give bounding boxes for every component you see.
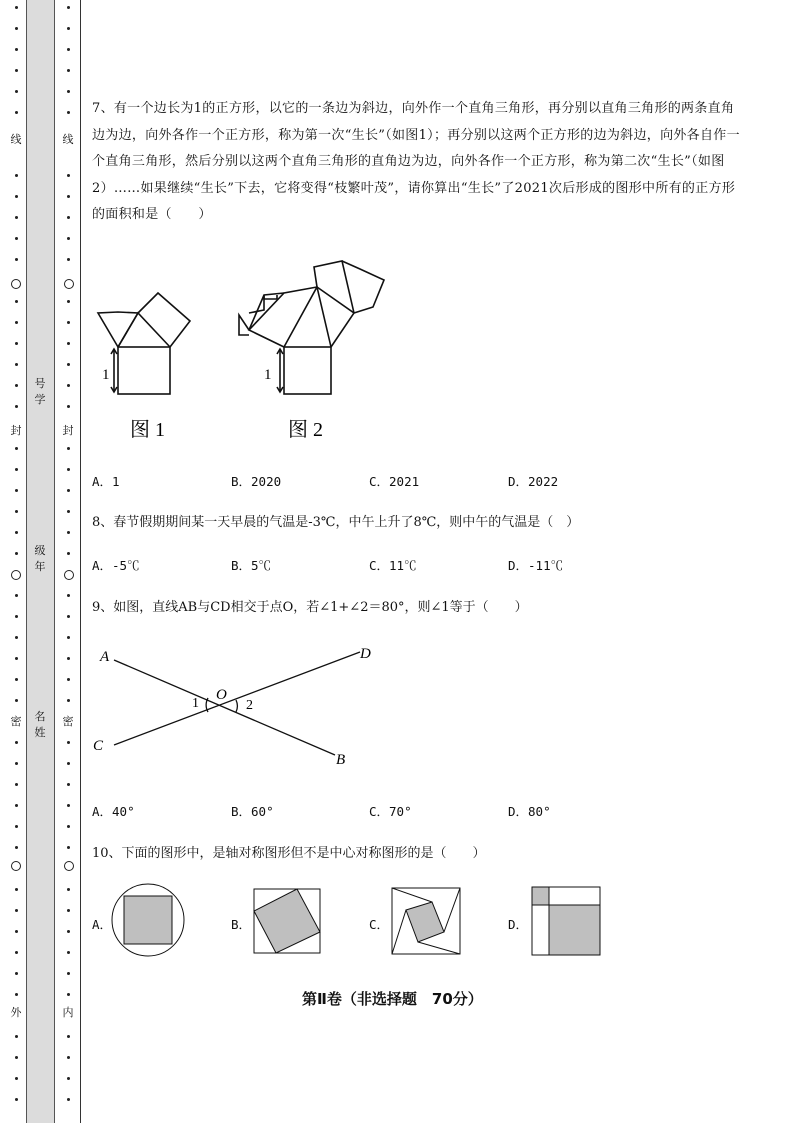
figure-1-caption: 图 1	[130, 419, 165, 441]
label-b: B	[336, 752, 346, 768]
binding-dot	[67, 993, 70, 996]
q7-option-b[interactable]: B．2020	[231, 474, 282, 489]
binding-dot	[67, 195, 70, 198]
binding-dot	[15, 384, 18, 387]
binding-dot	[67, 657, 70, 660]
binding-dot	[15, 195, 18, 198]
binding-dot	[15, 993, 18, 996]
binding-dot	[15, 783, 18, 786]
binding-dot	[15, 237, 18, 240]
binding-dot	[67, 825, 70, 828]
binding-dot	[15, 741, 18, 744]
outer-circle-2	[11, 570, 21, 580]
angle-1-label: 1	[192, 696, 199, 711]
label-c: C	[93, 738, 104, 754]
figure-b-rotated-square	[254, 889, 320, 953]
q7-option-c[interactable]: C．2021	[369, 474, 420, 489]
binding-dot	[67, 1098, 70, 1101]
inner-seal-char-feng: 封	[62, 424, 74, 437]
figure-1-growth-diagram	[98, 293, 190, 394]
binding-dot	[67, 237, 70, 240]
binding-dot	[15, 1056, 18, 1059]
inner-circle-3	[64, 861, 74, 871]
binding-dot	[15, 6, 18, 9]
binding-dot	[67, 321, 70, 324]
label-o: O	[216, 687, 227, 703]
binding-dot	[67, 447, 70, 450]
binding-dot	[15, 1077, 18, 1080]
figure-d-square-tiling	[532, 887, 600, 955]
inner-seal-char-nei: 内	[62, 1006, 74, 1019]
binding-dot	[67, 909, 70, 912]
outer-seal-char-feng: 封	[10, 424, 22, 437]
binding-dot	[67, 846, 70, 849]
binding-dot	[15, 552, 18, 555]
binding-dot	[67, 342, 70, 345]
figure-1-side-label: 1	[102, 367, 110, 383]
figure-a-circle-with-square	[112, 884, 184, 956]
question-9-text: 9、如图，直线AB与CD相交于点O，若∠1+∠2＝80°，则∠1等于（ ）	[92, 600, 528, 615]
binding-dot	[15, 489, 18, 492]
binding-dot	[67, 552, 70, 555]
student-number-label: 号 学	[34, 377, 46, 406]
binding-dot	[67, 468, 70, 471]
binding-dot	[67, 951, 70, 954]
question-10-text: 10、下面的图形中，是轴对称图形但不是中心对称图形的是（ ）	[92, 846, 486, 861]
binding-dot	[15, 762, 18, 765]
binding-dot	[67, 363, 70, 366]
binding-dot	[15, 468, 18, 471]
q10-option-c[interactable]: C．	[369, 917, 390, 932]
binding-dot	[15, 174, 18, 177]
figure-2-growth-diagram	[239, 261, 384, 394]
binding-dot	[15, 804, 18, 807]
binding-dot	[15, 1098, 18, 1101]
binding-dot	[15, 111, 18, 114]
binding-dot	[67, 783, 70, 786]
binding-dot	[67, 678, 70, 681]
q8-option-a[interactable]: A．-5℃	[92, 558, 140, 573]
q10-option-a[interactable]: A．	[92, 917, 113, 932]
label-d: D	[360, 646, 371, 662]
binding-dot	[15, 615, 18, 618]
margin-border-line	[80, 0, 81, 1123]
binding-dot	[15, 972, 18, 975]
binding-dot	[67, 762, 70, 765]
binding-dot	[67, 1035, 70, 1038]
binding-dot	[67, 111, 70, 114]
binding-dot	[15, 594, 18, 597]
binding-dot	[15, 405, 18, 408]
binding-dot	[67, 216, 70, 219]
question-10-figures	[92, 880, 612, 960]
q9-option-b[interactable]: B．60°	[231, 804, 274, 819]
binding-dot	[15, 846, 18, 849]
binding-dot	[67, 594, 70, 597]
q7-option-d[interactable]: D．2022	[508, 474, 559, 489]
inner-dot-column	[63, 0, 73, 1123]
binding-dot	[15, 27, 18, 30]
binding-dot	[67, 48, 70, 51]
q9-option-a[interactable]: A．40°	[92, 804, 135, 819]
binding-dot	[15, 951, 18, 954]
outer-circle-1	[11, 279, 21, 289]
outer-circle-3	[11, 861, 21, 871]
binding-dot	[15, 363, 18, 366]
binding-dot	[67, 27, 70, 30]
binding-dot	[67, 741, 70, 744]
binding-dot	[67, 300, 70, 303]
binding-dot	[67, 405, 70, 408]
binding-dot	[67, 1056, 70, 1059]
section-2-title: 第Ⅱ卷（非选择题 70分）	[302, 990, 483, 1008]
question-8-text: 8、春节假期期间某一天早晨的气温是-3℃，中午上升了8℃，则中午的气温是（ ）	[92, 515, 580, 530]
binding-dot	[67, 804, 70, 807]
inner-circle-2	[64, 570, 74, 580]
binding-dot	[15, 510, 18, 513]
q9-option-d[interactable]: D．80°	[508, 804, 551, 819]
binding-dot	[15, 69, 18, 72]
binding-dot	[15, 321, 18, 324]
binding-dot	[15, 48, 18, 51]
binding-dot	[67, 90, 70, 93]
binding-dot	[67, 615, 70, 618]
binding-dot	[67, 258, 70, 261]
binding-dot	[67, 972, 70, 975]
binding-dot	[15, 258, 18, 261]
binding-dot	[15, 636, 18, 639]
inner-circle-1	[64, 279, 74, 289]
binding-dot	[15, 1035, 18, 1038]
binding-dot	[67, 888, 70, 891]
binding-dot	[67, 531, 70, 534]
q9-option-c[interactable]: C．70°	[369, 804, 412, 819]
binding-dot	[15, 531, 18, 534]
binding-dot	[15, 909, 18, 912]
outer-seal-char-mi: 密	[10, 715, 22, 728]
q10-option-b[interactable]: B．	[231, 917, 252, 932]
q7-option-a[interactable]: A．1	[92, 474, 120, 489]
binding-dot	[67, 699, 70, 702]
binding-dot	[67, 930, 70, 933]
binding-dot	[67, 636, 70, 639]
figure-2-caption: 图 2	[288, 419, 323, 441]
binding-dot	[15, 678, 18, 681]
binding-dot	[15, 825, 18, 828]
binding-dot	[67, 6, 70, 9]
q8-option-d[interactable]: D．-11℃	[508, 558, 564, 573]
q10-option-d[interactable]: D．	[508, 917, 529, 932]
binding-dot	[67, 1077, 70, 1080]
binding-dot	[15, 90, 18, 93]
binding-dot	[15, 300, 18, 303]
outer-seal-char-xian: 线	[10, 133, 22, 146]
question-7-text: 7、有一个边长为1的正方形，以它的一条边为斜边，向外作一个直角三角形，再分别以直角三角形的两条直角边为边，向外各作一个正方形，称为第一次“生长”（如图1）；再分别以这两个正方形的边为斜边，向外各自作一个直角三角形，然后分别以这两个直角三角形的直角边为边，向外各作一个正方形，称为第二次“生长”（如图2）……如果继续“生长”下去，它将变得“枝繁叶茂”，请你算出“生长”了2021次后形成的图形中所有的正方形的面积和是（ ）	[92, 101, 740, 222]
binding-dot	[15, 699, 18, 702]
question-9-intersecting-lines-figure	[92, 640, 392, 770]
angle-2-label: 2	[246, 698, 253, 713]
binding-dot	[67, 174, 70, 177]
binding-dot	[67, 510, 70, 513]
grade-label: 级 年	[34, 544, 46, 573]
binding-dot	[15, 342, 18, 345]
binding-dot	[15, 216, 18, 219]
binding-dot	[67, 384, 70, 387]
name-label: 名 姓	[34, 710, 46, 739]
binding-dot	[15, 888, 18, 891]
inner-seal-char-xian: 线	[62, 133, 74, 146]
question-7-figures	[92, 255, 412, 450]
outer-dot-column	[11, 0, 21, 1123]
binding-dot	[67, 69, 70, 72]
binding-margin	[0, 0, 82, 1123]
binding-dot	[15, 447, 18, 450]
q8-option-c[interactable]: C．11℃	[369, 558, 417, 573]
figure-2-side-label: 1	[264, 367, 272, 383]
inner-seal-char-mi: 密	[62, 715, 74, 728]
q8-option-b[interactable]: B．5℃	[231, 558, 272, 573]
outer-seal-char-wai: 外	[10, 1006, 22, 1019]
line-cd	[114, 652, 360, 745]
binding-dot	[15, 930, 18, 933]
figure-c-pinwheel-square	[392, 888, 460, 954]
label-a: A	[100, 649, 110, 665]
binding-dot	[67, 489, 70, 492]
binding-dot	[15, 657, 18, 660]
